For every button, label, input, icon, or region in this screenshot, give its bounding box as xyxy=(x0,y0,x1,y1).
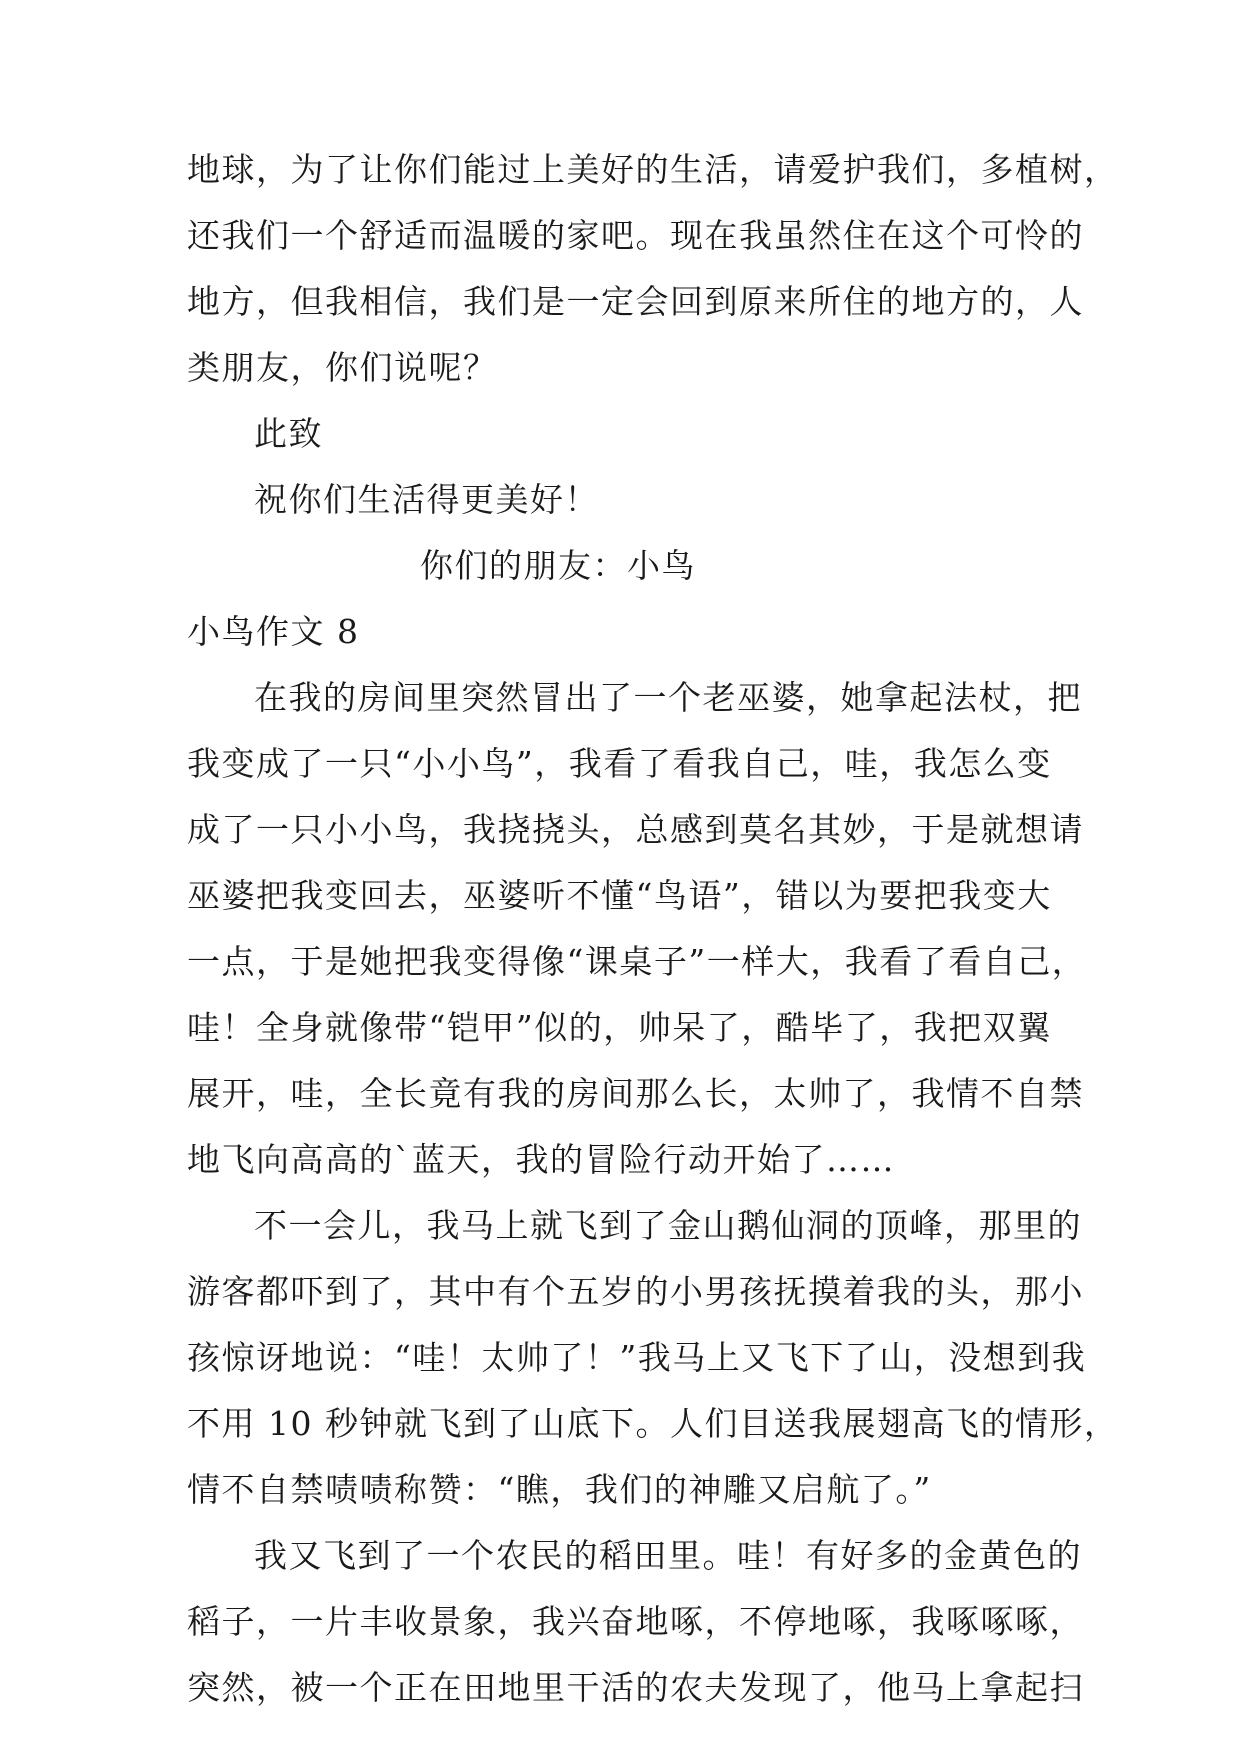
text-line: 不用 10 秒钟就飞到了山底下。人们目送我展翅高飞的情形， xyxy=(187,1404,1119,1443)
text-line: 哇！全身就像带“铠甲”似的，帅呆了，酷毕了，我把双翼 xyxy=(187,1008,1052,1047)
text-line: 一点，于是她把我变得像“课桌子”一样大，我看了看自己， xyxy=(187,942,1087,981)
text-line: 突然，被一个正在田地里干活的农夫发现了，他马上拿起扫 xyxy=(187,1668,1084,1707)
text-line: 此致 xyxy=(254,414,323,453)
text-line: 地方，但我相信，我们是一定会回到原来所住的地方的，人 xyxy=(187,282,1084,321)
text-line: 不一会儿，我马上就飞到了金山鹅仙洞的顶峰，那里的 xyxy=(254,1206,1082,1245)
text-line: 情不自禁啧啧称赞：“瞧，我们的神雕又启航了。” xyxy=(187,1470,932,1509)
section-title: 小鸟作文 8 xyxy=(187,612,360,651)
text-line: 孩惊讶地说：“哇！太帅了！”我马上又飞下了山，没想到我 xyxy=(187,1338,1087,1377)
text-line: 祝你们生活得更美好！ xyxy=(254,480,599,519)
text-line: 游客都吓到了，其中有个五岁的小男孩抚摸着我的头，那小 xyxy=(187,1272,1084,1311)
text-line: 地飞向高高的`蓝天，我的冒险行动开始了…… xyxy=(187,1140,895,1179)
text-line: 我变成了一只“小小鸟”，我看了看我自己，哇，我怎么变 xyxy=(187,744,1052,783)
text-line: 成了一只小小鸟，我挠挠头，总感到莫名其妙，于是就想请 xyxy=(187,810,1084,849)
text-line: 我又飞到了一个农民的稻田里。哇！有好多的金黄色的 xyxy=(254,1536,1082,1575)
text-line: 巫婆把我变回去，巫婆听不懂“鸟语”，错以为要把我变大 xyxy=(187,876,1052,915)
text-line: 类朋友，你们说呢？ xyxy=(187,348,498,387)
text-line: 在我的房间里突然冒出了一个老巫婆，她拿起法杖，把 xyxy=(254,678,1082,717)
letter-signature: 你们的朋友：小鸟 xyxy=(420,546,696,585)
text-line: 地球，为了让你们能过上美好的生活，请爱护我们，多植树， xyxy=(187,150,1119,189)
text-line: 展开，哇，全长竟有我的房间那么长，太帅了，我情不自禁 xyxy=(187,1074,1084,1113)
text-line: 稻子，一片丰收景象，我兴奋地啄，不停地啄，我啄啄啄， xyxy=(187,1602,1084,1641)
text-line: 还我们一个舒适而温暖的家吧。现在我虽然住在这个可怜的 xyxy=(187,216,1084,255)
